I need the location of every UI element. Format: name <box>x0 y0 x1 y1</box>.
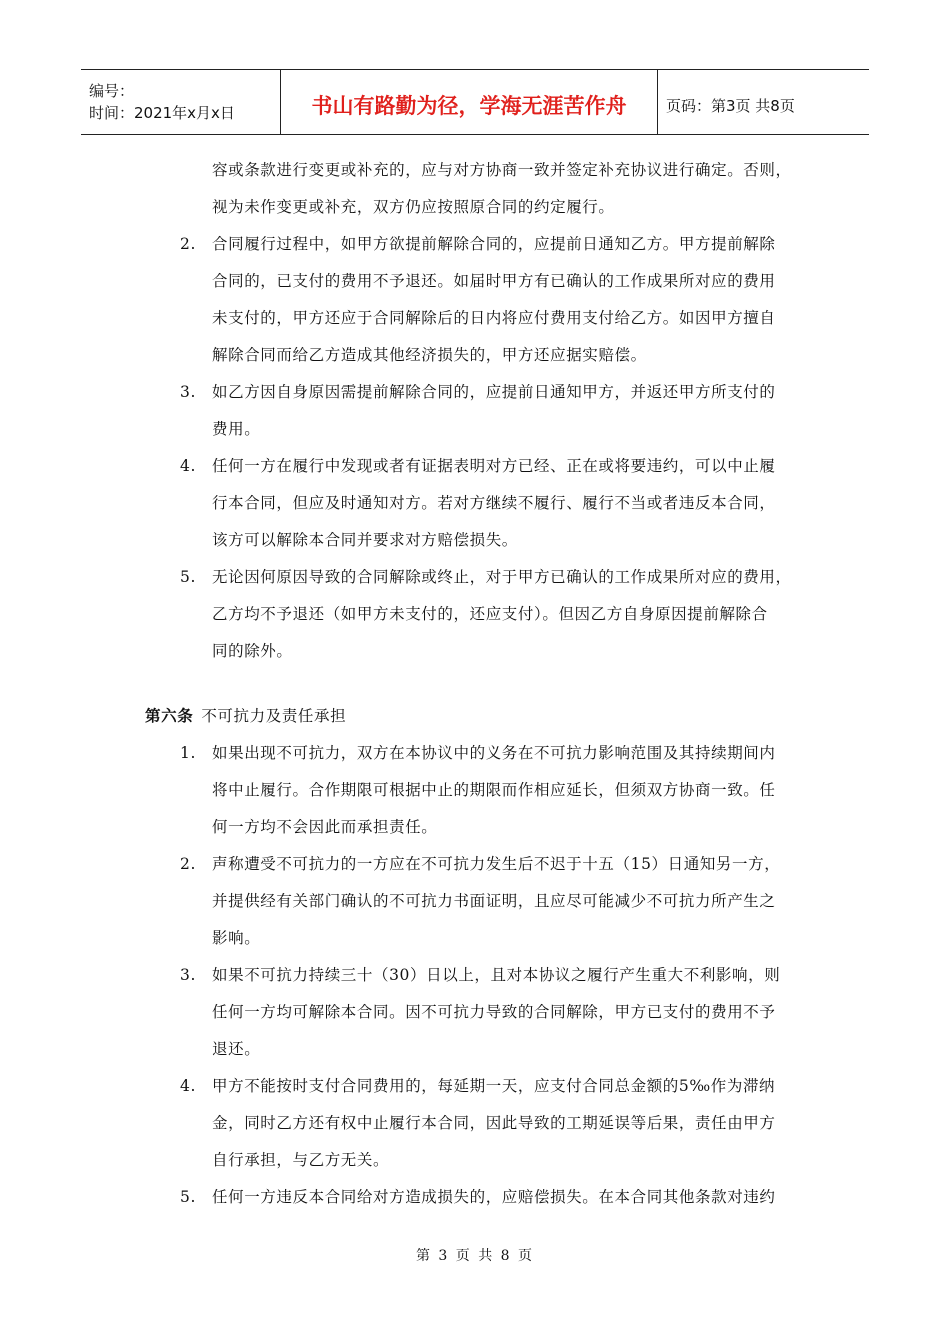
serial-label: 编号： <box>89 82 135 100</box>
text-line: 行本合同，但应及时通知对方。若对方继续不履行、履行不当或者违反本合同， <box>212 494 776 512</box>
text-line: 容或条款进行变更或补充的，应与对方协商一致并签定补充协议进行确定。否则， <box>212 161 792 179</box>
text-line: 视为未作变更或补充，双方仍应按照原合同的约定履行。 <box>212 198 615 216</box>
section-title: 不可抗力及责任承担 <box>201 707 347 725</box>
text-line: 退还。 <box>212 1040 261 1058</box>
text-line: 何一方均不会因此而承担责任。 <box>212 818 438 836</box>
text-line: 声称遭受不可抗力的一方应在不可抗力发生后不迟于十五（15）日通知另一方， <box>212 855 781 873</box>
section-label: 第六条 <box>145 707 194 725</box>
page-info: 页码：第3页 共8页 <box>666 96 795 115</box>
item-number: 2. <box>180 235 196 253</box>
item-number: 4. <box>180 457 196 475</box>
text-line: 无论因何原因导致的合同解除或终止，对于甲方已确认的工作成果所对应的费用， <box>212 568 792 586</box>
header-page-cell <box>658 70 869 134</box>
header-motto-cell <box>281 70 658 134</box>
item-number: 2. <box>180 855 196 873</box>
text-line: 自行承担，与乙方无关。 <box>212 1151 390 1169</box>
text-line: 任何一方在履行中发现或者有证据表明对方已经、正在或将要违约，可以中止履 <box>212 457 776 475</box>
item-number: 4. <box>180 1077 196 1095</box>
text-line: 任何一方均可解除本合同。因不可抗力导致的合同解除，甲方已支付的费用不予 <box>212 1003 776 1021</box>
text-line: 并提供经有关部门确认的不可抗力书面证明，且应尽可能减少不可抗力所产生之 <box>212 892 776 910</box>
text-line: 乙方均不予退还（如甲方未支付的，还应支付）。但因乙方自身原因提前解除合 <box>212 605 768 623</box>
text-line: 如果不可抗力持续三十（30）日以上，且对本协议之履行产生重大不利影响，则 <box>212 966 781 984</box>
text-line: 解除合同而给乙方造成其他经济损失的，甲方还应据实赔偿。 <box>212 346 647 364</box>
item-number: 3. <box>180 383 196 401</box>
header-table <box>81 69 869 135</box>
text-line: 金，同时乙方还有权中止履行本合同，因此导致的工期延误等后果，责任由甲方 <box>212 1114 776 1132</box>
item-number: 5. <box>180 568 196 586</box>
item-number: 3. <box>180 966 196 984</box>
page-footer: 第 3 页 共 8 页 <box>415 1248 535 1264</box>
item-number: 1. <box>180 744 196 762</box>
text-line: 该方可以解除本合同并要求对方赔偿损失。 <box>212 531 518 549</box>
text-line: 费用。 <box>212 420 261 438</box>
text-line: 未支付的，甲方还应于合同解除后的日内将应付费用支付给乙方。如因甲方擅自 <box>212 309 776 327</box>
text-line: 如果出现不可抗力，双方在本协议中的义务在不可抗力影响范围及其持续期间内 <box>212 744 776 762</box>
text-line: 甲方不能按时支付合同费用的，每延期一天，应支付合同总金额的5‰作为滞纳 <box>212 1077 776 1095</box>
text-line: 影响。 <box>212 929 261 947</box>
text-line: 同的除外。 <box>212 642 293 660</box>
text-line: 合同履行过程中，如甲方欲提前解除合同的，应提前日通知乙方。甲方提前解除 <box>212 235 776 253</box>
text-line: 将中止履行。合作期限可根据中止的期限而作相应延长，但须双方协商一致。任 <box>212 781 776 799</box>
item-number: 5. <box>180 1188 196 1206</box>
motto: 书山有路勤为径，学海无涯苦作舟 <box>311 94 627 118</box>
header-meta-cell <box>81 70 281 134</box>
date-line: 时间：2021年x月x日 <box>89 104 235 122</box>
text-line: 合同的，已支付的费用不予退还。如届时甲方有已确认的工作成果所对应的费用 <box>212 272 776 290</box>
section-heading <box>145 698 346 735</box>
text-line: 任何一方违反本合同给对方造成损失的，应赔偿损失。在本合同其他条款对违约 <box>212 1188 776 1206</box>
text-line: 如乙方因自身原因需提前解除合同的，应提前日通知甲方，并返还甲方所支付的 <box>212 383 776 401</box>
